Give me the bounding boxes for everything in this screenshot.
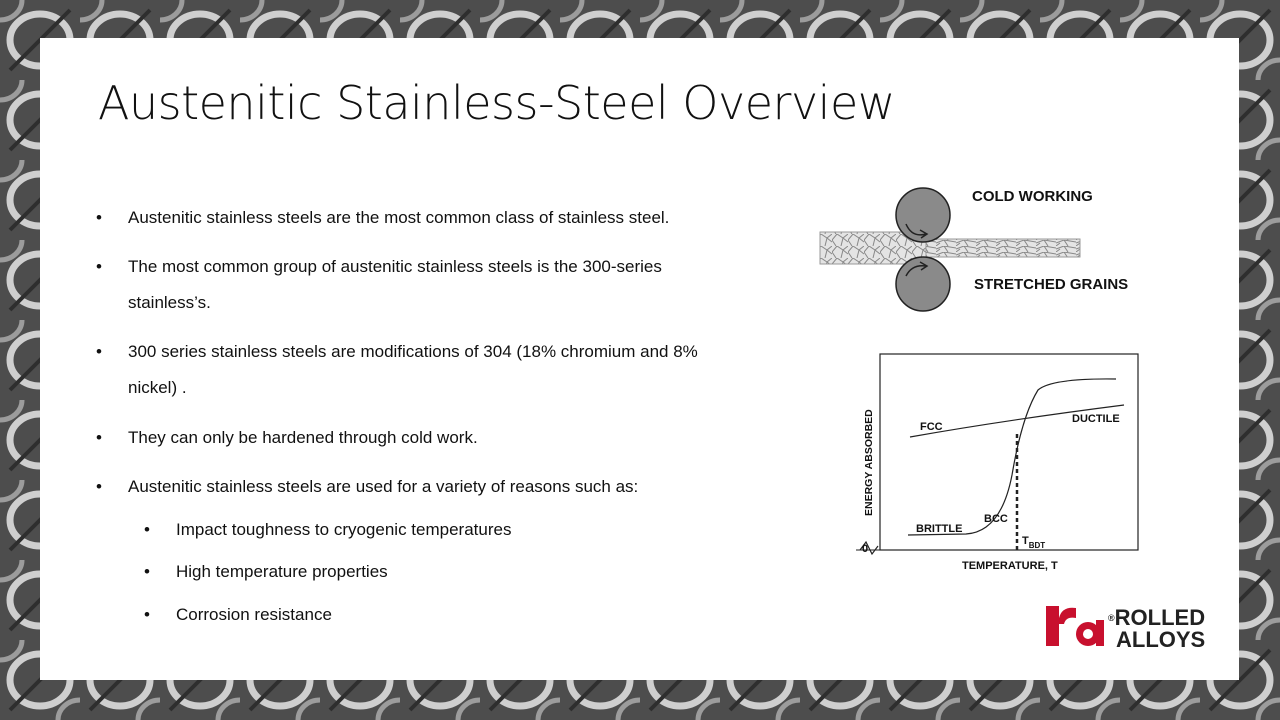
bullet-text: nickel) . — [128, 378, 187, 397]
bullet-text: Austenitic stainless steels are used for a variety of reasons such as: — [128, 477, 639, 496]
chart-frame — [880, 354, 1138, 550]
logo-text-alloys: ALLOYS — [1116, 627, 1206, 652]
x-axis-label: TEMPERATURE, T — [962, 560, 1058, 572]
stretched-grain-strip — [926, 239, 1080, 257]
bullet-text: stainless’s. — [128, 293, 211, 312]
bullet-text: The most common group of austenitic stainless steels is the 300-series — [128, 257, 662, 276]
bullet-marker: • — [144, 562, 150, 581]
ra-logo-mark — [1046, 604, 1104, 648]
bullet-text: Corrosion resistance — [176, 605, 332, 624]
bcc-label: BCC — [984, 513, 1008, 525]
bullet-text: They can only be hardened through cold work. — [128, 428, 478, 447]
rolled-alloys-logo — [1046, 604, 1216, 652]
bullet-marker: • — [96, 257, 102, 276]
upper-roller — [896, 188, 950, 242]
stretched-grains-label: STRETCHED GRAINS — [974, 276, 1129, 293]
bullet-marker: • — [144, 520, 150, 539]
y-axis-label: ENERGY ABSORBED — [863, 409, 875, 516]
bullet-marker: • — [96, 208, 102, 227]
bullet-text: 300 series stainless steels are modifications of 304 (18% chromium and 8% — [128, 342, 698, 361]
bullet-text: Impact toughness to cryogenic temperatures — [176, 520, 512, 539]
cold-working-diagram — [816, 186, 1156, 316]
slide-title: Austenitic Stainless-Steel Overview — [98, 76, 895, 130]
logo-text-rolled: ®ROLLED — [1108, 605, 1206, 630]
energy-temperature-chart — [816, 350, 1146, 576]
bullet-marker: • — [96, 477, 102, 496]
bullet-text: Austenitic stainless steels are the most common class of stainless steel. — [128, 208, 670, 227]
bullet-marker: • — [96, 342, 102, 361]
bullet-marker: • — [96, 428, 102, 447]
brittle-label: BRITTLE — [916, 523, 963, 535]
transition-temp-label: $T_{BDT}$ — [1022, 535, 1046, 550]
zero-label: 0 — [862, 543, 869, 555]
cold-working-label: COLD WORKING — [972, 188, 1093, 205]
fcc-label: FCC — [920, 421, 943, 433]
slide-card — [40, 38, 1239, 680]
ductile-label: DUCTILE — [1072, 413, 1120, 425]
bullet-text: High temperature properties — [176, 562, 388, 581]
bullet-marker: • — [144, 605, 150, 624]
